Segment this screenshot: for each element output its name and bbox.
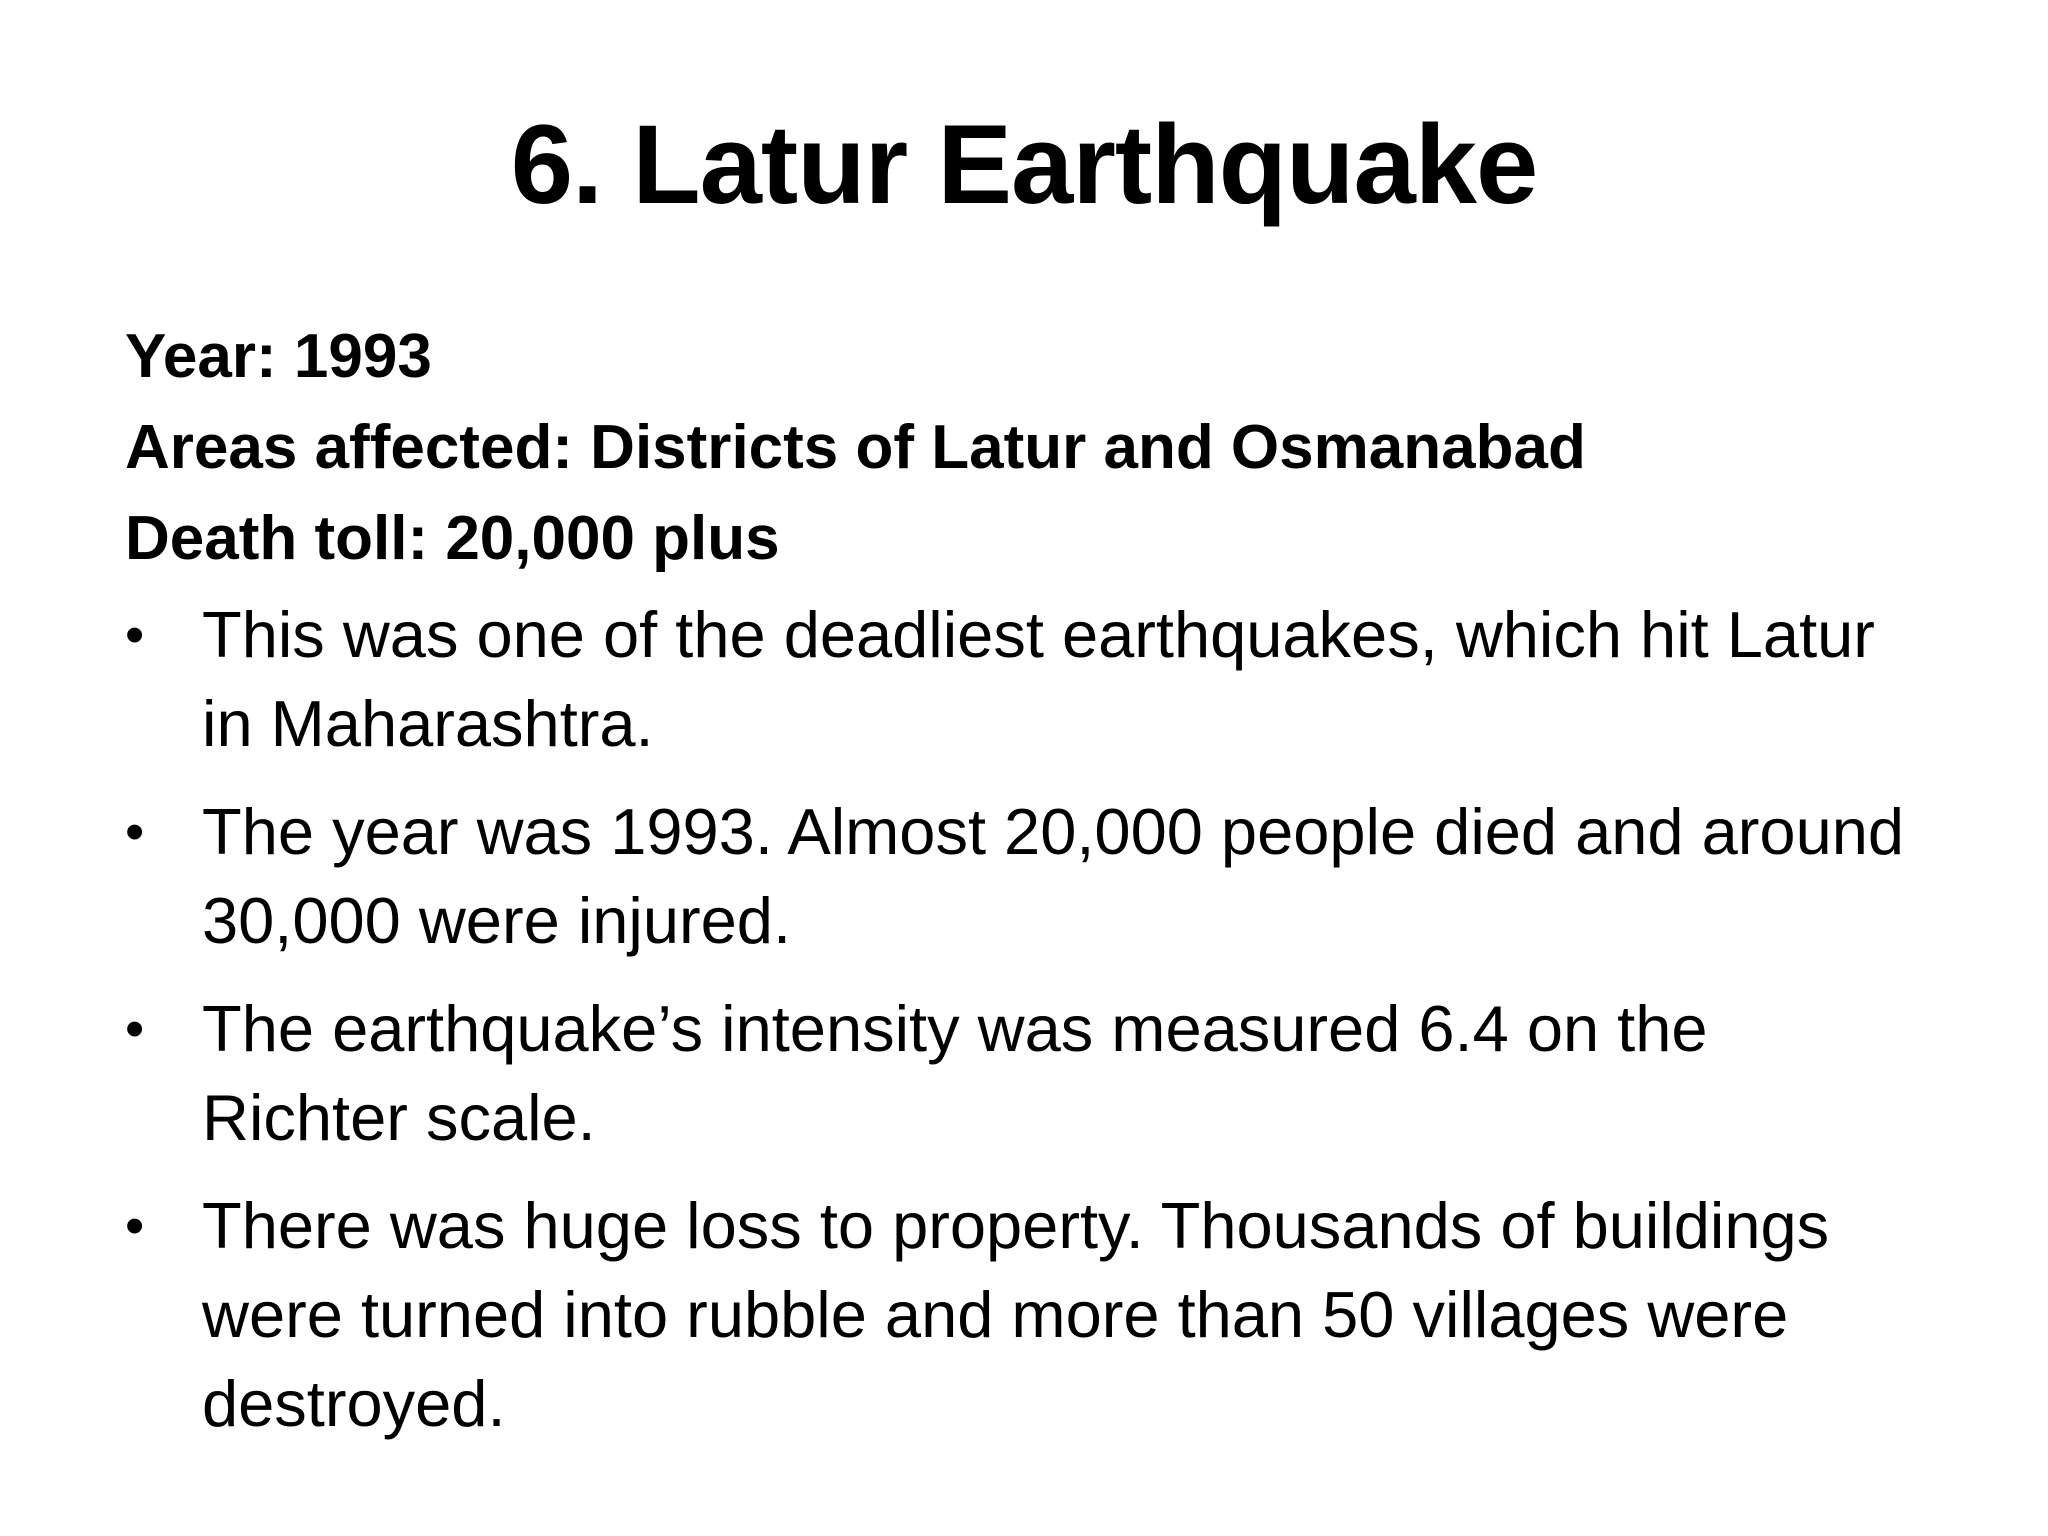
bullet-dot-icon: • bbox=[125, 603, 145, 665]
bullet-line: The earthquake’s intensity was measured 6.4 on the bbox=[202, 992, 1708, 1065]
slide-title: 6. Latur Earthquake bbox=[510, 102, 1538, 227]
bullet-dot-icon: • bbox=[125, 1194, 145, 1256]
bullet-line: There was huge loss to property. Thousands of buildings bbox=[202, 1189, 1830, 1262]
bullet-line: in Maharashtra. bbox=[202, 687, 654, 760]
bullet-line: The year was 1993. Almost 20,000 people died and around bbox=[202, 795, 1905, 868]
summary-block bbox=[125, 311, 1985, 584]
bullet-line: Richter scale. bbox=[202, 1081, 596, 1154]
areas-affected-line: Areas affected: Districts of Latur and Osmanabad bbox=[125, 413, 1586, 482]
bullet-line: destroyed. bbox=[202, 1367, 506, 1440]
bullet-list bbox=[125, 590, 2005, 1467]
bullet-item bbox=[125, 1181, 2005, 1448]
bullet-item bbox=[125, 590, 2005, 768]
bullet-line: This was one of the deadliest earthquakes, which hit Latur bbox=[202, 598, 1875, 671]
bullet-line: were turned into rubble and more than 50 villages were bbox=[202, 1278, 1789, 1351]
bullet-dot-icon: • bbox=[125, 997, 145, 1059]
bullet-dot-icon: • bbox=[125, 800, 145, 862]
death-toll-line: Death toll: 20,000 plus bbox=[125, 504, 780, 573]
bullet-item bbox=[125, 787, 2005, 965]
year-line: Year: 1993 bbox=[125, 322, 432, 391]
bullet-item bbox=[125, 984, 2005, 1162]
bullet-line: 30,000 were injured. bbox=[202, 884, 791, 957]
